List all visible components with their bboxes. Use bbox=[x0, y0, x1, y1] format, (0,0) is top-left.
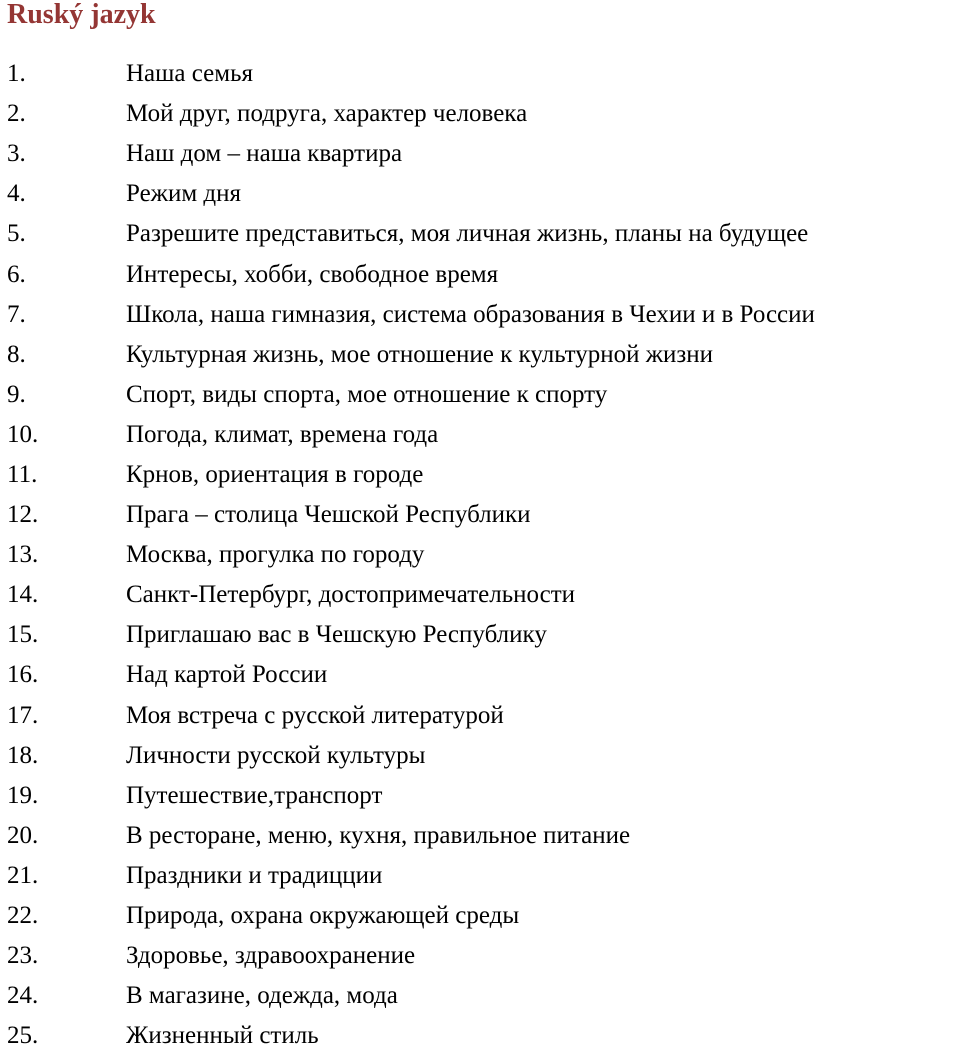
page-title: Ruský jazyk bbox=[7, 0, 156, 30]
item-text: Прага – столица Чешской Республики bbox=[126, 501, 531, 529]
list-item bbox=[7, 575, 957, 615]
list-item bbox=[7, 976, 957, 1016]
item-text: Разрешите представиться, моя личная жизнь, планы на будущее bbox=[126, 220, 809, 248]
item-number: 14. bbox=[7, 581, 39, 609]
item-text: Санкт-Петербург, достопримечательности bbox=[126, 581, 575, 609]
item-text: Мой друг, подруга, характер человека bbox=[126, 100, 528, 128]
item-number: 17. bbox=[7, 701, 39, 729]
item-number: 25. bbox=[7, 1022, 39, 1050]
item-number: 19. bbox=[7, 781, 39, 809]
item-text: Спорт, виды спорта, мое отношение к спорту bbox=[126, 380, 608, 408]
list-item bbox=[7, 655, 957, 695]
list-item bbox=[7, 415, 957, 455]
list-item bbox=[7, 375, 957, 415]
list-item bbox=[7, 495, 957, 535]
item-number: 3. bbox=[7, 140, 26, 168]
item-text: Москва, прогулка по городу bbox=[126, 541, 425, 569]
item-number: 9. bbox=[7, 380, 26, 408]
list-item bbox=[7, 94, 957, 134]
item-number: 13. bbox=[7, 541, 39, 569]
list-item bbox=[7, 816, 957, 856]
item-text: Режим дня bbox=[126, 180, 241, 208]
item-text: Приглашаю вас в Чешскую Республику bbox=[126, 621, 547, 649]
item-number: 7. bbox=[7, 300, 26, 328]
list-item bbox=[7, 455, 957, 495]
item-text: Личности русской культуры bbox=[126, 741, 426, 769]
list-item bbox=[7, 615, 957, 655]
item-text: Школа, наша гимназия, система образования в Чехии и в России bbox=[126, 300, 815, 328]
list-item bbox=[7, 295, 957, 335]
list-item bbox=[7, 856, 957, 896]
item-text: Культурная жизнь, мое отношение к культурной жизни bbox=[126, 340, 714, 368]
topic-list bbox=[7, 54, 957, 1056]
list-item bbox=[7, 214, 957, 254]
list-item bbox=[7, 896, 957, 936]
item-text: Крнов, ориентация в городе bbox=[126, 460, 424, 488]
item-text: Жизненный стиль bbox=[126, 1022, 319, 1050]
list-item bbox=[7, 535, 957, 575]
item-number: 1. bbox=[7, 60, 26, 88]
item-number: 23. bbox=[7, 942, 39, 970]
item-number: 8. bbox=[7, 340, 26, 368]
item-number: 12. bbox=[7, 501, 39, 529]
item-text: Моя встреча с русской литературой bbox=[126, 701, 504, 729]
list-item bbox=[7, 335, 957, 375]
item-number: 2. bbox=[7, 100, 26, 128]
item-number: 24. bbox=[7, 982, 39, 1010]
item-text: В магазине, одежда, мода bbox=[126, 982, 398, 1010]
item-number: 16. bbox=[7, 661, 39, 689]
item-number: 11. bbox=[7, 460, 38, 488]
item-text: В ресторане, меню, кухня, правильное питание bbox=[126, 821, 631, 849]
item-number: 10. bbox=[7, 420, 39, 448]
item-text: Интересы, хобби, свободное время bbox=[126, 260, 499, 288]
list-item bbox=[7, 54, 957, 94]
item-text: Природа, охрана окружающей среды bbox=[126, 902, 520, 930]
item-text: Погода, климат, времена года bbox=[126, 420, 439, 448]
item-text: Наша семья bbox=[126, 60, 253, 88]
list-item bbox=[7, 174, 957, 214]
list-item bbox=[7, 254, 957, 294]
list-item bbox=[7, 776, 957, 816]
item-number: 15. bbox=[7, 621, 39, 649]
list-item bbox=[7, 736, 957, 776]
item-text: Путешествие,транспорт bbox=[126, 781, 383, 809]
list-item bbox=[7, 936, 957, 976]
item-text: Наш дом – наша квартира bbox=[126, 140, 403, 168]
item-number: 4. bbox=[7, 180, 26, 208]
item-text: Над картой России bbox=[126, 661, 328, 689]
item-number: 5. bbox=[7, 220, 26, 248]
item-number: 21. bbox=[7, 861, 39, 889]
list-item bbox=[7, 696, 957, 736]
item-text: Праздники и традицции bbox=[126, 861, 383, 889]
item-number: 6. bbox=[7, 260, 26, 288]
item-number: 20. bbox=[7, 821, 39, 849]
list-item bbox=[7, 134, 957, 174]
item-text: Здоровье, здравоохранение bbox=[126, 942, 416, 970]
item-number: 18. bbox=[7, 741, 39, 769]
item-number: 22. bbox=[7, 902, 39, 930]
list-item bbox=[7, 1016, 957, 1056]
